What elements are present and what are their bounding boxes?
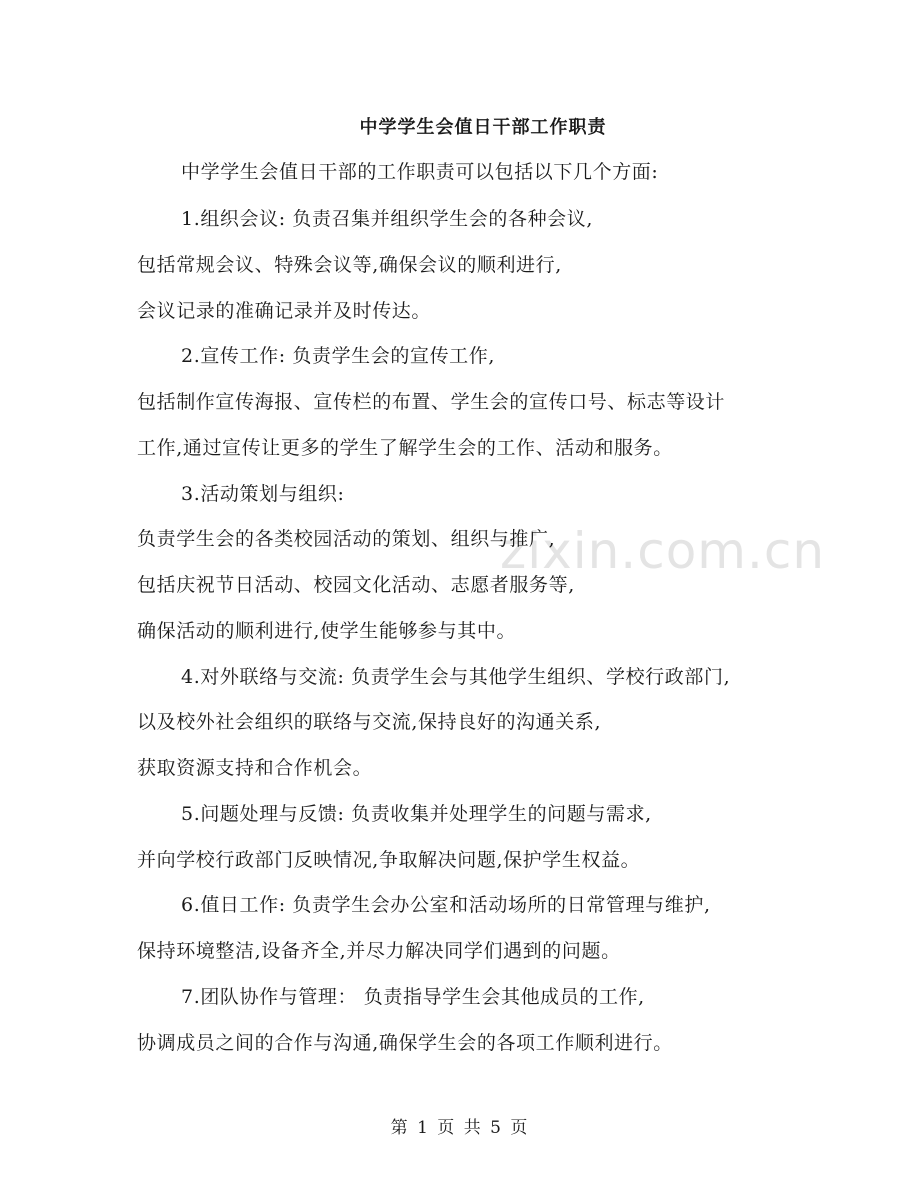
page-footer: 第 1 页 共 5 页 bbox=[390, 1118, 530, 1138]
watermark: zixin.com.cn bbox=[500, 522, 826, 580]
body-line: 保持环境整洁,设备齐全,并尽力解决同学们遇到的问题。 bbox=[137, 940, 621, 962]
body-line: 4.对外联络与交流: 负责学生会与其他学生组织、学校行政部门, bbox=[181, 666, 731, 688]
body-line: 确保活动的顺利进行,使学生能够参与其中。 bbox=[137, 620, 517, 642]
intro-paragraph: 中学学生会值日干部的工作职责可以包括以下几个方面: bbox=[181, 161, 659, 183]
body-line: 负责学生会的各类校园活动的策划、组织与推广, bbox=[137, 528, 556, 550]
body-line: 会议记录的准确记录并及时传达。 bbox=[137, 300, 432, 322]
body-line: 3.活动策划与组织: bbox=[181, 483, 345, 505]
body-line: 7.团队协作与管理： 负责指导学生会其他成员的工作, bbox=[181, 986, 645, 1008]
body-line: 获取资源支持和合作机会。 bbox=[137, 757, 373, 779]
body-line: 5.问题处理与反馈: 负责收集并处理学生的问题与需求, bbox=[181, 803, 652, 825]
body-line: 2.宣传工作: 负责学生会的宣传工作, bbox=[181, 345, 496, 367]
body-line: 包括常规会议、特殊会议等,确保会议的顺利进行, bbox=[137, 254, 562, 276]
body-line: 6.值日工作: 负责学生会办公室和活动场所的日常管理与维护, bbox=[181, 894, 711, 916]
document-title: 中学学生会值日干部工作职责 bbox=[359, 117, 607, 138]
body-line: 协调成员之间的合作与沟通,确保学生会的各项工作顺利进行。 bbox=[137, 1032, 673, 1054]
body-line: 工作,通过宣传让更多的学生了解学生会的工作、活动和服务。 bbox=[137, 437, 673, 459]
body-line: 并向学校行政部门反映情况,争取解决问题,保护学生权益。 bbox=[137, 849, 641, 871]
body-line: 1.组织会议: 负责召集并组织学生会的各种会议, bbox=[181, 208, 594, 230]
body-line: 以及校外社会组织的联络与交流,保持良好的沟通关系, bbox=[137, 711, 602, 733]
body-line: 包括制作宣传海报、宣传栏的布置、学生会的宣传口号、标志等设计 bbox=[137, 391, 726, 413]
body-line: 包括庆祝节日活动、校园文化活动、志愿者服务等, bbox=[137, 574, 575, 596]
